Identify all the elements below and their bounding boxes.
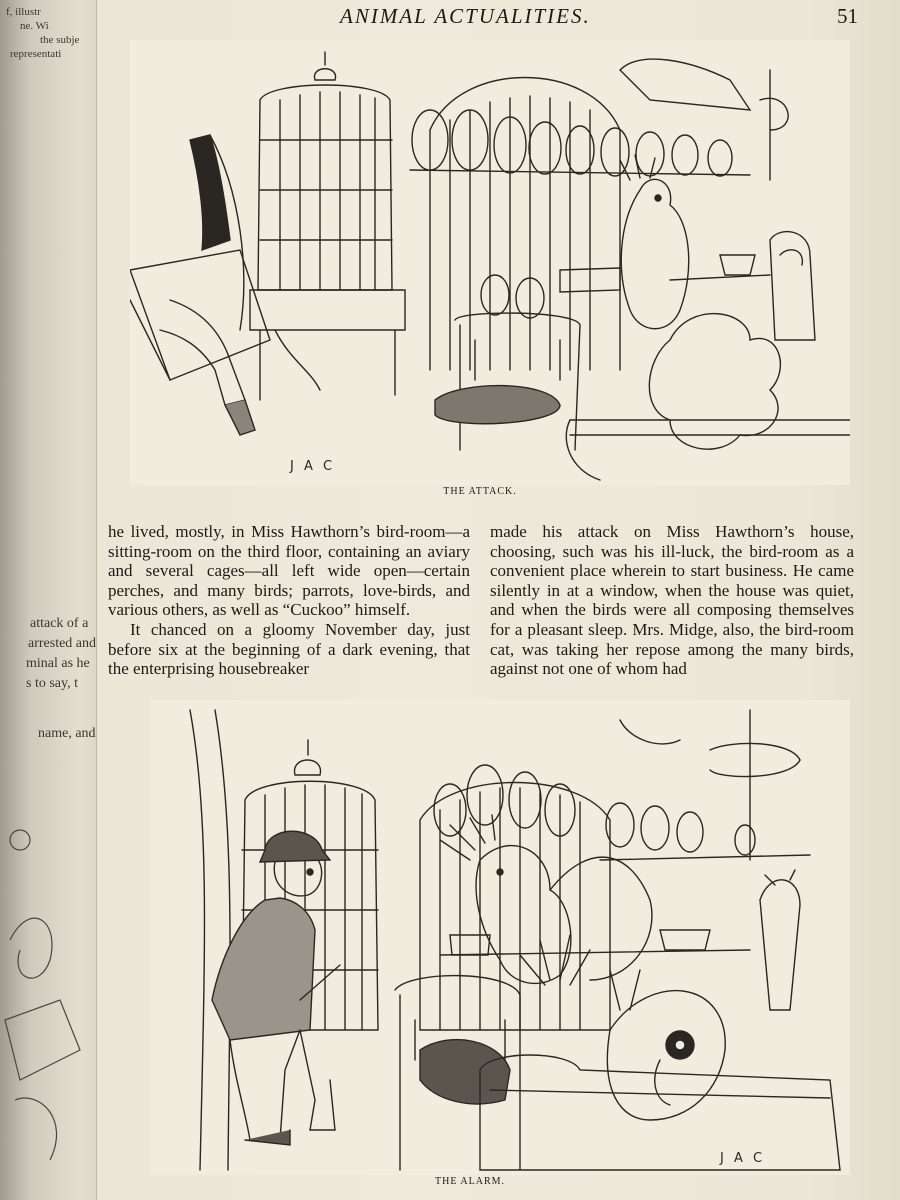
text-column-left <box>108 522 470 679</box>
attack-drawing <box>130 40 850 485</box>
edge-fragment: f, illustr <box>6 6 41 18</box>
paragraph: It chanced on a gloomy November day, just before six at the beginning of a dark evening, that the enterprising housebreaker <box>108 619 470 679</box>
paragraph: made his attack on Miss Hawthorn’s house, choosing, such was his ill-luck, the bird-room as a convenient place wherein to start business. He came silently in at a window, when the house was quiet, and when the birds were all composing themselves for a pleasant sleep. Mrs. Midge, also, the bird-room cat, was taking her repose among the many birds, against not one of whom had <box>490 522 854 679</box>
page-title: ANIMAL ACTUALITIES. <box>340 4 591 28</box>
caption-the-alarm: THE ALARM. <box>435 1176 505 1187</box>
edge-fragment: attack of a <box>30 616 89 631</box>
signature-jac: J A C <box>720 1151 766 1166</box>
illustration-the-alarm <box>150 700 850 1175</box>
edge-fragment: s to say, t <box>26 676 78 691</box>
text-column-right <box>490 522 854 679</box>
running-header <box>200 4 880 30</box>
alarm-drawing <box>150 700 850 1175</box>
edge-fragment: name, and <box>38 726 96 741</box>
previous-page-edge <box>0 0 97 1200</box>
signature-jac: J A C <box>290 459 336 474</box>
edge-sketch <box>0 820 90 1200</box>
caption-the-attack: THE ATTACK. <box>443 486 517 497</box>
edge-fragment: representati <box>10 48 62 60</box>
paragraph: he lived, mostly, in Miss Hawthorn’s bird-room—a sitting-room on the third floor, containing an aviary and several cages—all left wide open—certain perches, and many birds; parrots, love-birds, and various others, as well as “Cuckoo” himself. <box>108 522 470 620</box>
edge-fragment: arrested and <box>28 636 97 651</box>
edge-fragment: minal as he <box>26 656 90 671</box>
edge-fragment: the subje <box>40 34 80 46</box>
illustration-the-attack <box>130 40 850 485</box>
page-number: 51 <box>837 4 858 28</box>
edge-fragment: ne. Wi <box>20 20 49 32</box>
